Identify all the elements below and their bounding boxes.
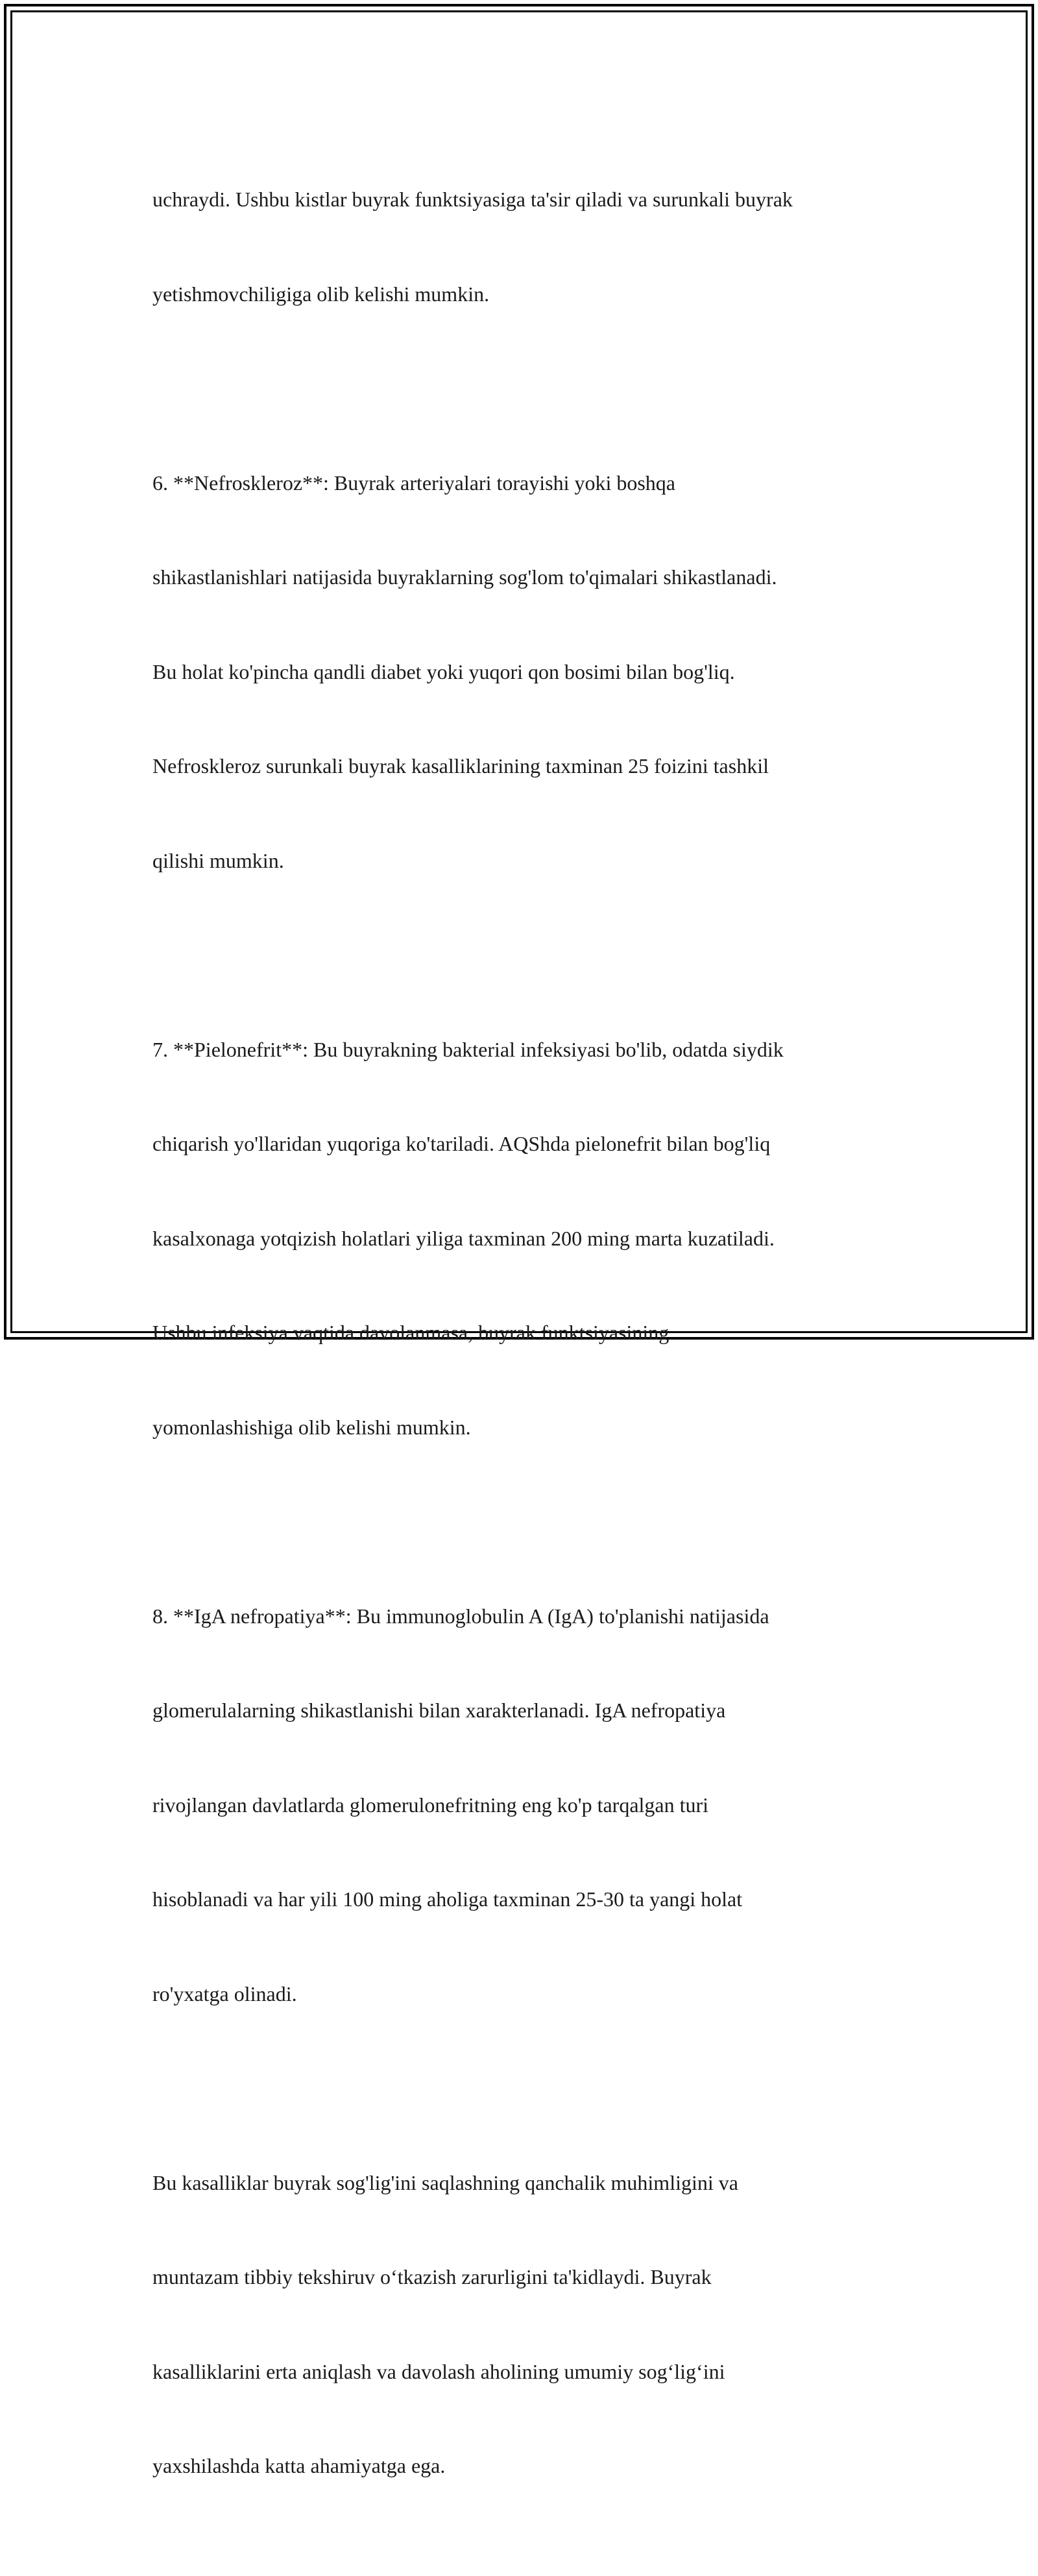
text-line: Bu holat ko'pincha qandli diabet yoki yuqori qon bosimi bilan bog'liq.	[152, 659, 735, 683]
paragraph-kist-continuation	[152, 121, 905, 373]
text-line: kasalxonaga yotqizish holatlari yiliga taxminan 200 ming marta kuzatiladi.	[152, 1226, 775, 1250]
text-line: 6. **Nefroskleroz**: Buyrak arteriyalari torayishi yoki boshqa	[152, 471, 675, 495]
text-line: rivojlangan davlatlarda glomerulonefritning eng ko'p tarqalgan turi	[152, 1793, 709, 1817]
text-line: Bu kasalliklar buyrak sog'lig'ini saqlashning qanchalik muhimligini va	[152, 2170, 738, 2194]
text-line: ro'yxatga olinadi.	[152, 1981, 297, 2006]
text-line: yaxshilashda katta ahamiyatga ega.	[152, 2454, 446, 2477]
text-line: shikastlanishlari natijasida buyraklarning sog'lom to'qimalari shikastlanadi.	[152, 565, 777, 589]
text-line: 7. **Pielonefrit**: Bu buyrakning bakterial infeksiyasi bo'lib, odatda siydik	[152, 1037, 784, 1061]
text-line: muntazam tibbiy tekshiruv o‘tkazish zarurligini ta'kidlaydi. Buyrak	[152, 2265, 712, 2288]
paragraph-pielonefrit	[152, 971, 905, 1506]
text-line: kasalliklarini erta aniqlash va davolash aholining umumiy sog‘lig‘ini	[152, 2359, 725, 2383]
text-line: glomerulalarning shikastlanishi bilan xarakterlanadi. IgA nefropatiya	[152, 1699, 726, 1722]
text-line: yomonlashishiga olib kelishi mumkin.	[152, 1415, 471, 1439]
text-line: qilishi mumkin.	[152, 848, 284, 872]
text-line: Nefroskleroz surunkali buyrak kasalliklarining taxminan 25 foizini tashkil	[152, 754, 769, 778]
document-body	[152, 121, 905, 2576]
text-line: yetishmovchiligiga olib kelishi mumkin.	[152, 282, 490, 306]
text-line: 8. **IgA nefropatiya**: Bu immunoglobulin A (IgA) to'planishi natijasida	[152, 1604, 769, 1628]
paragraph-nefroskleroz	[152, 404, 905, 940]
text-line: uchraydi. Ushbu kistlar buyrak funktsiyasiga ta'sir qiladi va surunkali buyrak	[152, 188, 793, 211]
text-line: hisoblanadi va har yili 100 ming aholiga taxminan 25-30 ta yangi holat	[152, 1887, 743, 1911]
text-line: chiqarish yo'llaridan yuqoriga ko'tariladi. AQShda pielonefrit bilan bog'liq	[152, 1132, 771, 1155]
text-line: Ushbu infeksiya vaqtida davolanmasa, buyrak funktsiyasining	[152, 1321, 670, 1344]
paragraph-conclusion	[152, 2104, 905, 2545]
paragraph-iga-nefropatiya	[152, 1538, 905, 2073]
